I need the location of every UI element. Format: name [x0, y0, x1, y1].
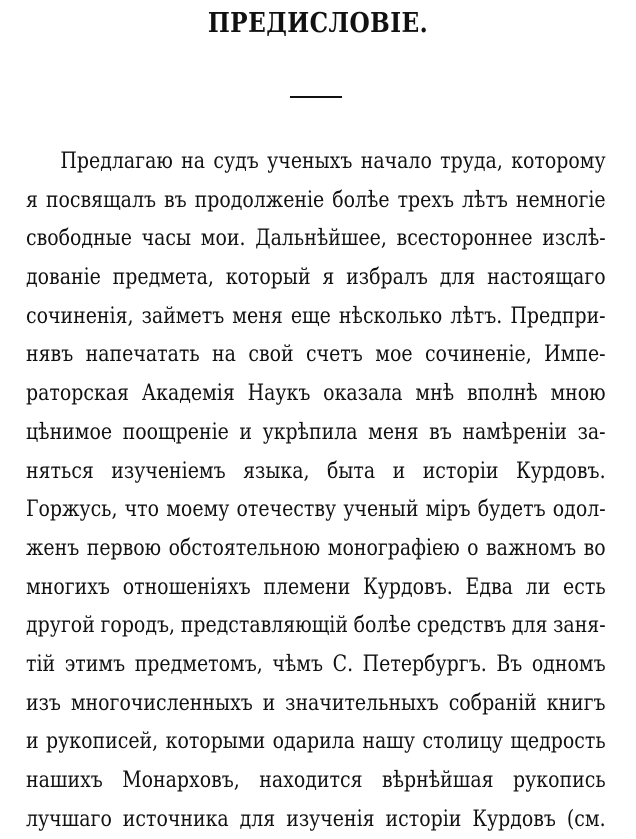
- text-line: [26, 220, 606, 259]
- word: городъ,: [100, 613, 176, 639]
- word: нѣсколько: [338, 303, 443, 329]
- word: представляющій: [180, 613, 348, 639]
- word: одол-: [552, 497, 606, 523]
- body-paragraph: [26, 143, 606, 839]
- word: щедрость: [510, 729, 606, 755]
- word: Горжусь,: [26, 497, 118, 523]
- text-line: [26, 723, 606, 762]
- text-line: [26, 491, 606, 530]
- word: немногіе: [515, 187, 606, 213]
- word: Импе-: [544, 342, 606, 368]
- word: трехъ: [397, 187, 455, 213]
- word: судъ: [213, 149, 259, 174]
- word: въ: [429, 419, 452, 445]
- word: Предлагаю: [60, 149, 173, 174]
- text-line: [26, 298, 606, 337]
- word: труда,: [440, 149, 503, 174]
- word: для: [511, 613, 548, 639]
- word: женъ: [26, 535, 80, 561]
- word: вѣрнѣйшая: [381, 768, 494, 793]
- word: одарила: [272, 729, 355, 755]
- word: которому: [511, 149, 606, 174]
- word: намѣреніи: [462, 419, 568, 445]
- word: свой: [248, 342, 294, 368]
- word: цѣнимое: [26, 419, 113, 445]
- word: и: [262, 690, 276, 716]
- word: въ: [163, 187, 187, 213]
- word: столицу: [422, 729, 503, 755]
- word: быта: [326, 458, 376, 484]
- word: рукопись: [513, 768, 606, 793]
- word: заня-: [553, 613, 606, 639]
- word: чѣмъ: [272, 651, 324, 677]
- word: настоящаго: [487, 265, 606, 291]
- word: на: [181, 149, 206, 174]
- word: нявъ: [26, 342, 74, 368]
- word: Въ: [496, 651, 523, 677]
- word: исторіи: [385, 806, 462, 832]
- word: начало: [360, 149, 432, 174]
- word: болѣе: [332, 187, 390, 213]
- word: изученія: [286, 806, 375, 832]
- word: часы: [141, 226, 192, 252]
- word: Петербургъ.: [362, 651, 487, 677]
- word: Наукъ: [247, 381, 311, 407]
- word: оказала: [323, 381, 403, 407]
- word: Предпри-: [510, 303, 606, 329]
- word: тій: [26, 651, 56, 677]
- text-line: [26, 530, 606, 569]
- word: мною: [550, 381, 606, 407]
- page-title: ПРЕДИСЛОВІЕ.: [207, 8, 429, 39]
- word: укрѣпила: [262, 419, 358, 445]
- word: нашу: [362, 729, 416, 755]
- word: лѣтъ: [462, 187, 508, 213]
- word: ли: [525, 574, 551, 600]
- word: моему: [166, 497, 230, 523]
- word: сочиненіе,: [424, 342, 532, 368]
- word: многочисленныхъ: [70, 690, 253, 716]
- text-line: [26, 762, 606, 801]
- word: во: [583, 535, 606, 561]
- word: мое: [375, 342, 413, 368]
- word: дованіе: [26, 265, 101, 291]
- text-line: [26, 646, 606, 685]
- word: напечатать: [85, 342, 200, 368]
- word: избралъ: [346, 265, 428, 291]
- word: няться: [26, 458, 94, 484]
- word: вполнѣ: [466, 381, 538, 407]
- word: счетъ: [306, 342, 363, 368]
- word: посвящалъ: [45, 187, 157, 213]
- word: рукописей,: [46, 729, 159, 755]
- word: я: [26, 187, 38, 213]
- word: Курдовъ.: [515, 458, 606, 484]
- word: источника: [122, 806, 229, 832]
- word: сочиненія,: [26, 303, 134, 329]
- word: языка,: [243, 458, 310, 484]
- text-line: [26, 182, 606, 221]
- word: исторіи: [422, 458, 499, 484]
- word: важномъ: [486, 535, 577, 561]
- word: есть: [563, 574, 606, 600]
- title-divider: [290, 96, 342, 98]
- word: другой: [26, 613, 95, 639]
- word: предмета,: [112, 265, 214, 291]
- word: монографіею: [327, 535, 460, 561]
- word: собраній: [448, 690, 537, 716]
- word: и: [239, 419, 253, 445]
- word: будетъ: [477, 497, 546, 523]
- word: лучшаго: [26, 806, 112, 832]
- word: раторская: [26, 381, 129, 407]
- word: для: [239, 806, 276, 832]
- word: этимъ: [64, 651, 126, 677]
- text-line: [26, 336, 606, 375]
- word: которыми: [165, 729, 266, 755]
- word: мои.: [200, 226, 246, 252]
- word: ученый: [343, 497, 419, 523]
- word: для: [439, 265, 476, 291]
- word: предметомъ,: [134, 651, 263, 677]
- word: обстоятельною: [168, 535, 321, 561]
- text-line: [26, 607, 606, 646]
- word: отношеніяхъ: [122, 574, 251, 600]
- word: свободные: [26, 226, 132, 252]
- word: мнѣ: [415, 381, 455, 407]
- word: нашихъ: [26, 768, 103, 793]
- word: значительныхъ: [285, 690, 439, 716]
- word: Монарховъ,: [122, 768, 240, 793]
- word: меня: [232, 303, 283, 329]
- text-line: [26, 685, 606, 724]
- word: еще: [290, 303, 331, 329]
- word: за-: [577, 419, 606, 445]
- word: С.: [332, 651, 354, 677]
- word: о: [467, 535, 479, 561]
- word: на: [212, 342, 236, 368]
- word: изъ: [26, 690, 61, 716]
- text-line: [26, 259, 606, 298]
- word: одномъ: [531, 651, 606, 677]
- word: который: [225, 265, 311, 291]
- word: находится: [259, 768, 363, 793]
- word: займетъ: [141, 303, 225, 329]
- word: всестороннее: [396, 226, 533, 252]
- text-line: [26, 143, 606, 182]
- word: болѣе: [353, 613, 412, 639]
- word: Академія: [141, 381, 235, 407]
- word: что: [124, 497, 160, 523]
- text-line: [26, 801, 606, 839]
- word: ученыхъ: [267, 149, 353, 174]
- word: лѣтъ.: [450, 303, 503, 329]
- word: средствъ: [416, 613, 507, 639]
- word: Едва: [465, 574, 513, 600]
- text-line: [26, 414, 606, 453]
- word: (см.: [566, 806, 606, 832]
- word: изученіемъ: [111, 458, 226, 484]
- word: поощреніе: [122, 419, 229, 445]
- word: Дальнѣйшее,: [255, 226, 387, 252]
- word: міръ: [425, 497, 471, 523]
- text-line: [26, 569, 606, 608]
- word: первою: [86, 535, 162, 561]
- word: отечеству: [236, 497, 337, 523]
- word: Курдовъ.: [363, 574, 453, 600]
- word: я: [322, 265, 335, 291]
- word: и: [26, 729, 39, 755]
- word: продолженіе: [194, 187, 325, 213]
- word: изслѣ-: [542, 226, 606, 252]
- word: и: [392, 458, 406, 484]
- word: Курдовъ: [472, 806, 556, 832]
- text-line: [26, 453, 606, 492]
- word: книгъ: [546, 690, 606, 716]
- word: племени: [263, 574, 351, 600]
- word: многихъ: [26, 574, 110, 600]
- word: меня: [368, 419, 419, 445]
- text-line: [26, 375, 606, 414]
